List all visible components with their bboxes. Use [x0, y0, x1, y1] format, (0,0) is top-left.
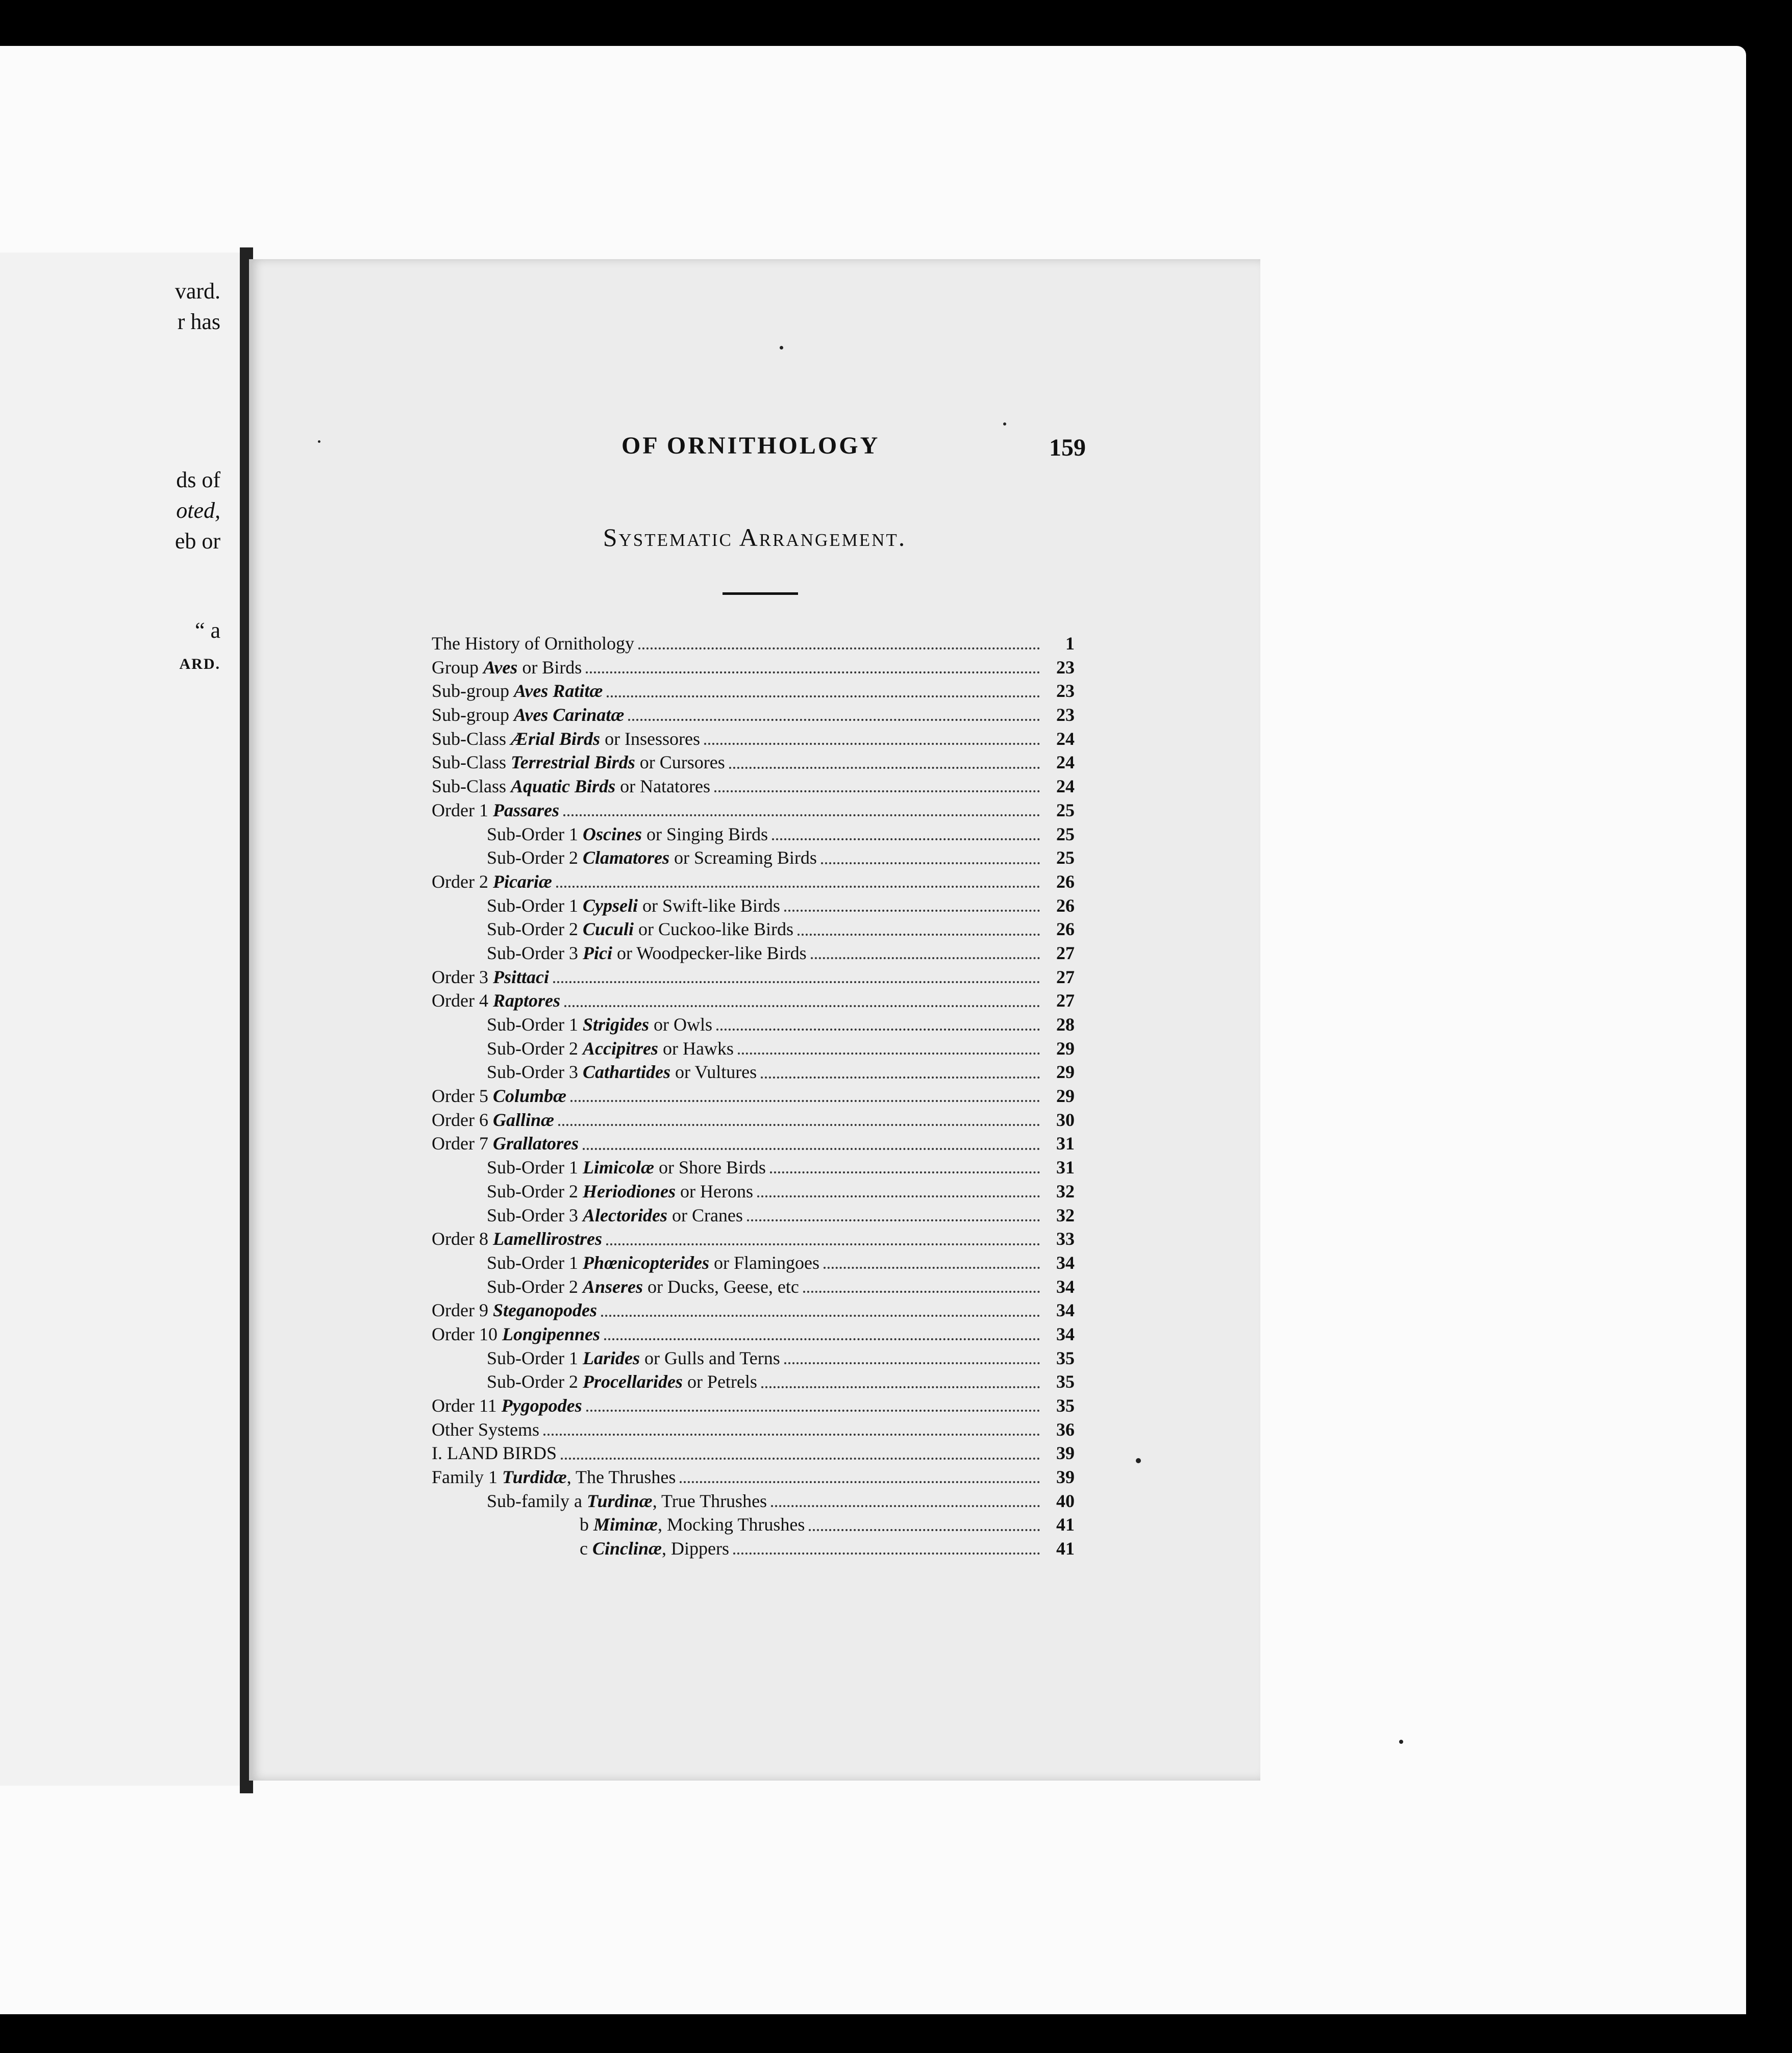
dot-leader [824, 1267, 1040, 1269]
toc-entry-prefix: Family 1 [432, 1467, 503, 1488]
toc-entry [432, 1537, 1075, 1561]
dot-leader [798, 934, 1040, 936]
toc-entry-label [487, 1275, 799, 1299]
dust-speck [1136, 1458, 1141, 1463]
toc-entry-taxon: Ærial Birds [511, 728, 601, 749]
toc-entry-suffix: , The Thrushes [566, 1467, 676, 1488]
toc-entry-prefix: Order 5 [432, 1086, 493, 1107]
toc-entry-label [580, 1513, 805, 1537]
toc-entry-label [432, 870, 552, 894]
toc-entry-label [432, 632, 634, 656]
toc-entry [432, 750, 1075, 774]
toc-entry-prefix: Sub-Order 2 [487, 1181, 583, 1201]
table-of-contents [432, 632, 1075, 1561]
toc-entry-taxon: Grallatores [492, 1133, 579, 1154]
toc-entry-prefix: Sub-Class [432, 752, 511, 773]
toc-entry-suffix: , True Thrushes [652, 1490, 767, 1511]
dot-leader [771, 1505, 1040, 1507]
toc-entry-taxon: Accipitres [582, 1038, 658, 1059]
toc-entry-taxon: Gallinæ [492, 1109, 554, 1130]
toc-entry-suffix: or Cuckoo-like Birds [634, 919, 793, 940]
toc-entry-taxon: Picariæ [492, 871, 552, 892]
left-page-fragment: eb or [175, 529, 220, 554]
toc-entry [432, 846, 1075, 870]
dot-leader [570, 1100, 1040, 1102]
toc-entry [432, 1084, 1075, 1108]
dot-leader [543, 1434, 1040, 1436]
dust-speck [1399, 1740, 1403, 1744]
toc-entry-prefix: Order 8 [432, 1229, 493, 1249]
toc-entry-label [487, 941, 807, 965]
dot-leader [606, 1243, 1040, 1245]
toc-entry-prefix: Order 9 [432, 1300, 493, 1321]
toc-entry [432, 1418, 1075, 1442]
toc-entry-label [432, 989, 560, 1013]
page-number: 159 [1049, 434, 1086, 461]
toc-page-number: 24 [1056, 728, 1075, 749]
toc-entry-taxon: Aves [483, 657, 518, 678]
dot-leader [561, 1458, 1040, 1460]
toc-entry-prefix: Sub-family a [487, 1490, 587, 1511]
toc-entry-label [432, 1227, 602, 1251]
toc-entry [432, 1275, 1075, 1299]
toc-entry-taxon: Aquatic Birds [511, 776, 616, 797]
toc-entry-suffix: or Cursores [635, 752, 725, 773]
dot-leader [821, 862, 1040, 864]
toc-entry-label [580, 1537, 729, 1561]
dot-leader [586, 671, 1040, 673]
toc-page-number: 29 [1056, 1062, 1075, 1083]
dot-leader [553, 981, 1040, 983]
toc-entry [432, 941, 1075, 965]
toc-entry-prefix: Sub-Order 2 [487, 847, 583, 868]
dot-leader [556, 886, 1040, 888]
toc-entry-label [432, 798, 559, 822]
toc-entry-label [432, 656, 582, 680]
toc-page-number: 40 [1056, 1490, 1075, 1511]
toc-entry [432, 870, 1075, 894]
toc-entry-taxon: Psittaci [492, 966, 549, 987]
toc-entry [432, 1298, 1075, 1322]
toc-page-number: 39 [1056, 1467, 1075, 1488]
dot-leader [601, 1315, 1040, 1317]
toc-entry-label [432, 750, 725, 774]
toc-entry-suffix: or Flamingoes [709, 1252, 819, 1273]
toc-page-number: 32 [1056, 1205, 1075, 1225]
toc-page-number: 25 [1056, 823, 1075, 844]
toc-entry-label [487, 822, 768, 846]
toc-entry-label [487, 1060, 757, 1084]
toc-entry-prefix: Sub-Order 1 [487, 823, 583, 844]
dot-leader [811, 957, 1040, 959]
toc-entry [432, 1037, 1075, 1061]
toc-entry-label [487, 894, 780, 918]
dot-leader [761, 1386, 1040, 1388]
toc-entry-taxon: Raptores [492, 990, 560, 1011]
toc-entry-label [487, 1489, 767, 1513]
toc-entry [432, 727, 1075, 751]
toc-entry [432, 1346, 1075, 1370]
toc-entry-taxon: Miminæ [593, 1514, 658, 1535]
toc-entry-label [432, 1132, 579, 1156]
dust-speck [1003, 422, 1006, 425]
dot-leader [772, 838, 1040, 840]
left-page-fragment: ds of [176, 467, 220, 492]
toc-entry-taxon: Cathartides [582, 1062, 671, 1083]
toc-entry-taxon: Alectorides [582, 1205, 667, 1225]
dot-leader [733, 1553, 1040, 1555]
toc-entry [432, 1013, 1075, 1037]
dot-leader [784, 910, 1040, 912]
toc-page-number: 25 [1056, 847, 1075, 868]
toc-entry [432, 822, 1075, 846]
dot-leader [770, 1171, 1040, 1173]
toc-entry [432, 1204, 1075, 1228]
dot-leader [809, 1529, 1040, 1531]
dot-leader [628, 719, 1040, 721]
toc-page-number: 34 [1056, 1276, 1075, 1297]
running-head: OF ORNITHOLOGY [621, 432, 880, 459]
toc-entry-prefix: Sub-Order 1 [487, 1252, 583, 1273]
toc-page-number: 29 [1056, 1038, 1075, 1059]
toc-page-number: 35 [1056, 1395, 1075, 1416]
toc-entry-taxon: Cuculi [582, 919, 634, 940]
dot-leader [638, 647, 1040, 649]
toc-entry-prefix: Sub-Order 1 [487, 1014, 583, 1035]
toc-entry [432, 917, 1075, 941]
toc-page-number: 41 [1056, 1538, 1075, 1559]
toc-entry-label [432, 774, 710, 798]
toc-entry-taxon: Pygopodes [501, 1395, 582, 1416]
dot-leader [558, 1124, 1040, 1126]
toc-entry-label [432, 1441, 557, 1465]
section-title: Systematic Arrangement. [603, 523, 907, 552]
dot-leader [738, 1053, 1040, 1055]
toc-entry-suffix: or Singing Birds [641, 823, 768, 844]
toc-entry-suffix: or Insessores [600, 728, 701, 749]
toc-entry [432, 1132, 1075, 1156]
toc-entry [432, 1156, 1075, 1180]
toc-entry-prefix: Sub-Order 1 [487, 1347, 583, 1368]
toc-entry-suffix: or Screaming Birds [669, 847, 817, 868]
toc-entry-prefix: Sub-Class [432, 728, 511, 749]
toc-entry-prefix: c [580, 1538, 592, 1559]
toc-entry [432, 1465, 1075, 1489]
toc-entry-prefix: Order 7 [432, 1133, 493, 1154]
dot-leader [803, 1291, 1040, 1293]
dot-leader [680, 1481, 1040, 1483]
toc-entry-taxon: Terrestrial Birds [511, 752, 635, 773]
toc-entry-prefix: Order 1 [432, 799, 493, 820]
toc-entry [432, 798, 1075, 822]
toc-entry-prefix: Order 4 [432, 990, 493, 1011]
toc-entry-taxon: Longipennes [502, 1323, 600, 1344]
toc-entry-taxon: Passares [492, 799, 559, 820]
toc-entry-label [487, 1346, 780, 1370]
toc-entry-taxon: Lamellirostres [492, 1229, 602, 1249]
toc-entry-taxon: Turdidæ [502, 1467, 567, 1488]
toc-entry-taxon: Clamatores [582, 847, 669, 868]
toc-entry-label [432, 1322, 600, 1346]
toc-page-number: 34 [1056, 1252, 1075, 1273]
toc-entry-prefix: Sub-Order 2 [487, 1038, 583, 1059]
toc-entry-suffix: or Gulls and Terns [639, 1347, 780, 1368]
toc-entry-taxon: Columbæ [492, 1086, 566, 1107]
toc-entry-prefix: Sub-Class [432, 776, 511, 797]
toc-page-number: 32 [1056, 1181, 1075, 1201]
dot-leader [586, 1410, 1040, 1412]
toc-entry-prefix: Sub-Order 3 [487, 942, 583, 963]
toc-page-number: 34 [1056, 1300, 1075, 1321]
toc-page-number: 29 [1056, 1086, 1075, 1107]
dot-leader [714, 790, 1040, 792]
toc-entry-label [432, 1418, 539, 1442]
toc-entry-suffix: or Owls [649, 1014, 712, 1035]
toc-entry-taxon: Aves Ratitæ [514, 681, 603, 702]
toc-entry-prefix: Sub-Order 1 [487, 895, 583, 916]
dot-leader [729, 767, 1040, 769]
toc-page-number: 27 [1056, 942, 1075, 963]
toc-entry [432, 679, 1075, 703]
toc-page-number: 26 [1056, 871, 1075, 892]
toc-page-number: 23 [1056, 657, 1075, 678]
toc-entry-prefix: Sub-group [432, 681, 514, 702]
toc-entry-prefix: Sub-Order 3 [487, 1205, 583, 1225]
toc-page-number: 34 [1056, 1323, 1075, 1344]
toc-entry-prefix: The History of Ornithology [432, 633, 634, 654]
toc-entry [432, 1394, 1075, 1418]
toc-page-number: 24 [1056, 752, 1075, 773]
toc-page-number: 27 [1056, 966, 1075, 987]
toc-entry-taxon: Anseres [582, 1276, 643, 1297]
dot-leader [757, 1195, 1040, 1197]
toc-entry-suffix: or Hawks [658, 1038, 734, 1059]
toc-entry-label [487, 1204, 743, 1228]
toc-page-number: 1 [1065, 633, 1075, 654]
toc-entry-taxon: Larides [582, 1347, 640, 1368]
toc-entry [432, 1108, 1075, 1132]
toc-entry [432, 1370, 1075, 1394]
toc-page-number: 36 [1056, 1419, 1075, 1440]
toc-page-number: 24 [1056, 776, 1075, 797]
toc-entry-prefix: Order 10 [432, 1323, 502, 1344]
toc-entry-prefix: Order 6 [432, 1109, 493, 1130]
toc-entry-suffix: or Herons [675, 1181, 753, 1201]
toc-entry-taxon: Aves Carinatæ [514, 705, 625, 725]
toc-entry [432, 1251, 1075, 1275]
dot-leader [761, 1076, 1040, 1079]
toc-page-number: 23 [1056, 681, 1075, 702]
toc-entry-prefix: Sub-Order 1 [487, 1157, 583, 1178]
toc-page-number: 23 [1056, 705, 1075, 725]
dot-leader [583, 1148, 1040, 1150]
left-page-fragment: vard. [175, 279, 220, 304]
toc-entry [432, 656, 1075, 680]
toc-entry-prefix: I. LAND BIRDS [432, 1443, 557, 1464]
toc-page-number: 33 [1056, 1229, 1075, 1249]
toc-entry-label [487, 917, 793, 941]
toc-entry-label [487, 1251, 819, 1275]
toc-page-number: 27 [1056, 990, 1075, 1011]
dot-leader [564, 1005, 1040, 1007]
toc-entry-prefix: Sub-Order 2 [487, 1276, 583, 1297]
toc-entry-suffix: , Dippers [662, 1538, 730, 1559]
toc-entry-prefix: Group [432, 657, 483, 678]
toc-entry-suffix: or Woodpecker-like Birds [612, 942, 807, 963]
dot-leader [716, 1029, 1040, 1031]
toc-entry-prefix: Sub-group [432, 705, 514, 725]
dust-speck [318, 440, 320, 443]
toc-page-number: 39 [1056, 1443, 1075, 1464]
film-border [1746, 46, 1792, 2053]
toc-entry-prefix: Order 3 [432, 966, 493, 987]
film-border-bottom [0, 2014, 1792, 2053]
toc-entry-label [432, 1084, 566, 1108]
toc-entry-label [432, 727, 700, 751]
facing-page-left [0, 253, 249, 1786]
toc-entry-label [432, 1465, 676, 1489]
toc-entry-taxon: Phœnicopterides [582, 1252, 709, 1273]
left-page-fragment: “ a [194, 618, 220, 643]
toc-page-number: 25 [1056, 799, 1075, 820]
book-page [249, 259, 1260, 1781]
toc-entry-taxon: Heriodiones [582, 1181, 676, 1201]
toc-entry-label [432, 1298, 597, 1322]
toc-page-number: 26 [1056, 919, 1075, 940]
title-rule [723, 592, 798, 595]
toc-entry-taxon: Limicolæ [582, 1157, 654, 1178]
toc-entry-label [432, 679, 603, 703]
toc-entry-label [487, 846, 817, 870]
toc-entry-taxon: Turdinæ [586, 1490, 653, 1511]
toc-entry [432, 774, 1075, 798]
toc-entry-label [487, 1180, 753, 1204]
dot-leader [563, 814, 1040, 816]
left-page-fragment: r has [177, 309, 220, 334]
toc-entry [432, 1489, 1075, 1513]
toc-entry-taxon: Strigides [582, 1014, 649, 1035]
dot-leader [784, 1362, 1040, 1364]
toc-entry-label [487, 1156, 766, 1180]
toc-entry-prefix: Order 2 [432, 871, 493, 892]
dust-speck [780, 346, 783, 349]
toc-entry-prefix: b [580, 1514, 593, 1535]
toc-page-number: 35 [1056, 1347, 1075, 1368]
toc-entry-label [487, 1370, 757, 1394]
toc-entry-taxon: Procellarides [582, 1371, 683, 1392]
toc-entry-suffix: , Mocking Thrushes [658, 1514, 805, 1535]
toc-entry-prefix: Sub-Order 2 [487, 919, 583, 940]
toc-entry [432, 1441, 1075, 1465]
toc-entry-prefix: Sub-Order 3 [487, 1062, 583, 1083]
toc-entry-taxon: Oscines [582, 823, 642, 844]
toc-entry-prefix: Other Systems [432, 1419, 539, 1440]
toc-page-number: 41 [1056, 1514, 1075, 1535]
toc-entry-taxon: Cinclinæ [592, 1538, 662, 1559]
toc-entry [432, 1322, 1075, 1346]
dot-leader [604, 1338, 1040, 1340]
toc-page-number: 28 [1056, 1014, 1075, 1035]
toc-entry-prefix: Order 11 [432, 1395, 502, 1416]
toc-entry-suffix: or Petrels [682, 1371, 757, 1392]
toc-page-number: 26 [1056, 895, 1075, 916]
toc-entry-suffix: or Vultures [670, 1062, 757, 1083]
toc-entry-suffix: or Cranes [667, 1205, 743, 1225]
toc-entry-prefix: Sub-Order 2 [487, 1371, 583, 1392]
toc-entry-suffix: or Natatores [615, 776, 711, 797]
toc-entry-suffix: or Birds [517, 657, 582, 678]
toc-entry [432, 1060, 1075, 1084]
toc-entry-label [432, 1108, 554, 1132]
toc-entry-suffix: or Shore Birds [654, 1157, 766, 1178]
toc-entry-label [487, 1037, 734, 1061]
toc-entry-taxon: Steganopodes [492, 1300, 597, 1321]
toc-entry [432, 965, 1075, 989]
toc-entry [432, 1227, 1075, 1251]
toc-entry [432, 632, 1075, 656]
left-page-fragment: oted, [176, 498, 220, 523]
toc-entry [432, 989, 1075, 1013]
left-page-fragment: ARD. [179, 656, 220, 672]
toc-page-number: 35 [1056, 1371, 1075, 1392]
toc-entry [432, 1180, 1075, 1204]
toc-entry-label [487, 1013, 712, 1037]
toc-entry-taxon: Cypseli [582, 895, 638, 916]
toc-page-number: 31 [1056, 1157, 1075, 1178]
dot-leader [747, 1219, 1040, 1221]
toc-entry [432, 1513, 1075, 1537]
toc-entry [432, 894, 1075, 918]
dot-leader [704, 743, 1040, 745]
toc-entry-suffix: or Swift-like Birds [637, 895, 780, 916]
dot-leader [607, 695, 1040, 697]
toc-page-number: 30 [1056, 1109, 1075, 1130]
toc-page-number: 31 [1056, 1133, 1075, 1154]
toc-entry-suffix: or Ducks, Geese, etc [643, 1276, 799, 1297]
toc-entry-label [432, 965, 549, 989]
toc-entry-label [432, 1394, 582, 1418]
toc-entry-taxon: Pici [582, 942, 612, 963]
toc-entry-label [432, 703, 624, 727]
toc-entry [432, 703, 1075, 727]
